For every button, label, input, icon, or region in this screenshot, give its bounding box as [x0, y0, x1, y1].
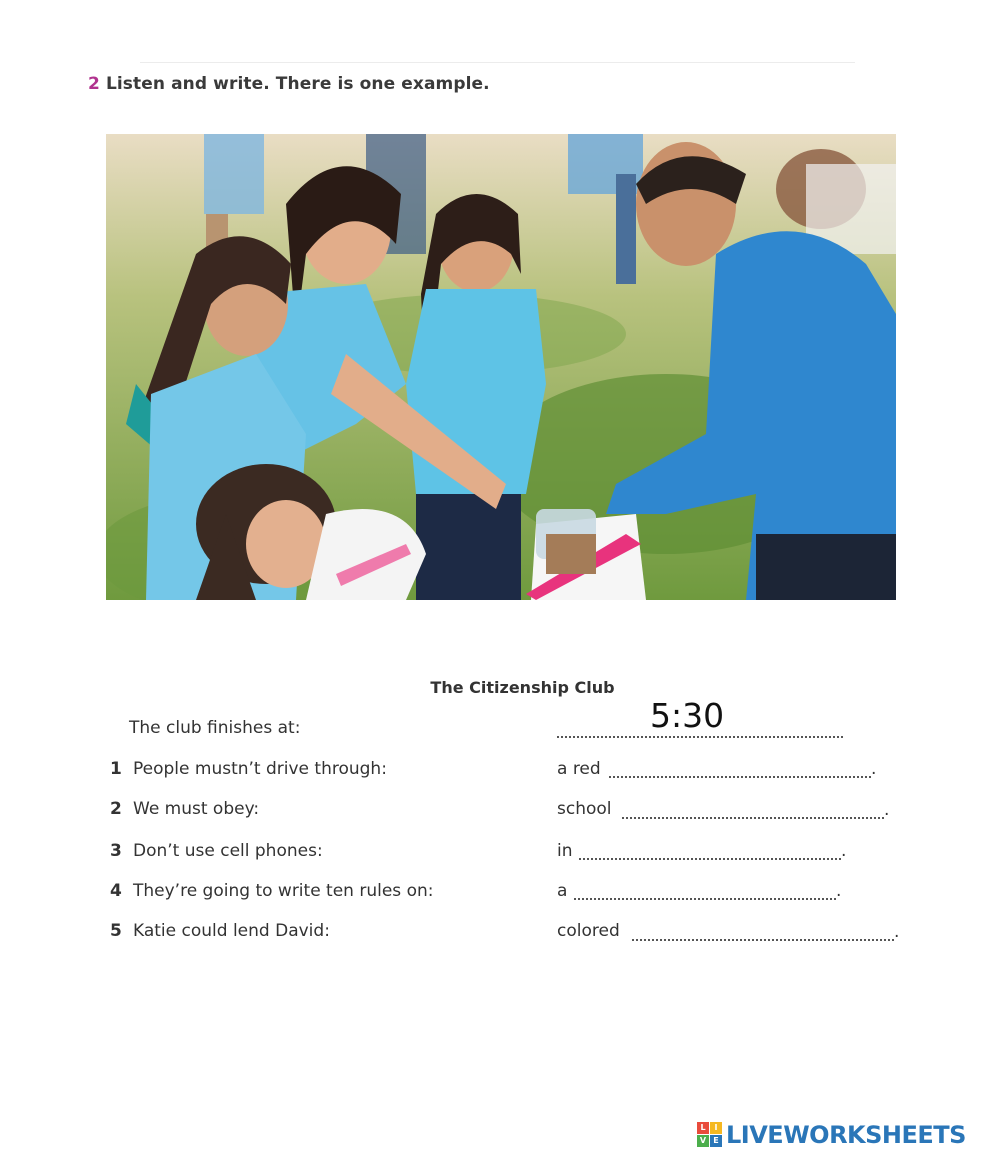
question-number: 2: [110, 799, 122, 819]
question-number: 5: [110, 921, 122, 941]
answer-blank-3[interactable]: [579, 858, 841, 860]
question-row: [0, 799, 1000, 829]
section-title: The Citizenship Club: [430, 678, 615, 697]
answer-prefix: a: [557, 881, 568, 901]
question-row: [0, 881, 1000, 911]
blank-period: .: [894, 922, 900, 942]
question-text: They’re going to write ten rules on:: [133, 881, 434, 901]
answer-prefix: colored: [557, 921, 620, 941]
logo-cube: L: [697, 1122, 709, 1134]
exercise-number: 2: [88, 74, 100, 94]
answer-prefix: in: [557, 841, 573, 861]
question-number: 3: [110, 841, 122, 861]
instruction-text: Listen and write. There is one example.: [105, 74, 490, 94]
blank-period: .: [841, 841, 847, 861]
question-text: Katie could lend David:: [133, 921, 330, 941]
question-text: People mustn’t drive through:: [133, 759, 387, 779]
question-text: Don’t use cell phones:: [133, 841, 323, 861]
logo-text: LIVEWORKSHEETS: [726, 1121, 966, 1149]
blank-period: .: [871, 759, 877, 779]
logo-cube: V: [697, 1135, 709, 1147]
volunteers-photo: [106, 134, 896, 600]
question-row: [0, 759, 1000, 789]
answer-blank-4[interactable]: [574, 898, 836, 900]
answer-blank-2[interactable]: [622, 817, 884, 819]
blank-period: .: [884, 800, 890, 820]
question-row: [0, 921, 1000, 951]
top-divider: [140, 62, 855, 63]
example-answer-line: [557, 736, 843, 738]
logo-cube: E: [710, 1135, 722, 1147]
blank-period: .: [836, 881, 842, 901]
example-answer: 5:30: [650, 696, 725, 735]
question-number: 1: [110, 759, 122, 779]
logo-cube: I: [710, 1122, 722, 1134]
question-text: We must obey:: [133, 799, 260, 819]
answer-blank-1[interactable]: [609, 776, 871, 778]
question-row: [0, 841, 1000, 871]
question-number: 4: [110, 881, 122, 901]
liveworksheets-logo: [697, 1118, 966, 1152]
logo-cubes-icon: [697, 1122, 723, 1148]
answer-blank-5[interactable]: [632, 939, 894, 941]
answer-prefix: a red: [557, 759, 601, 779]
instruction-heading: [88, 74, 490, 94]
answer-prefix: school: [557, 799, 612, 819]
example-question: The club finishes at:: [129, 718, 301, 738]
